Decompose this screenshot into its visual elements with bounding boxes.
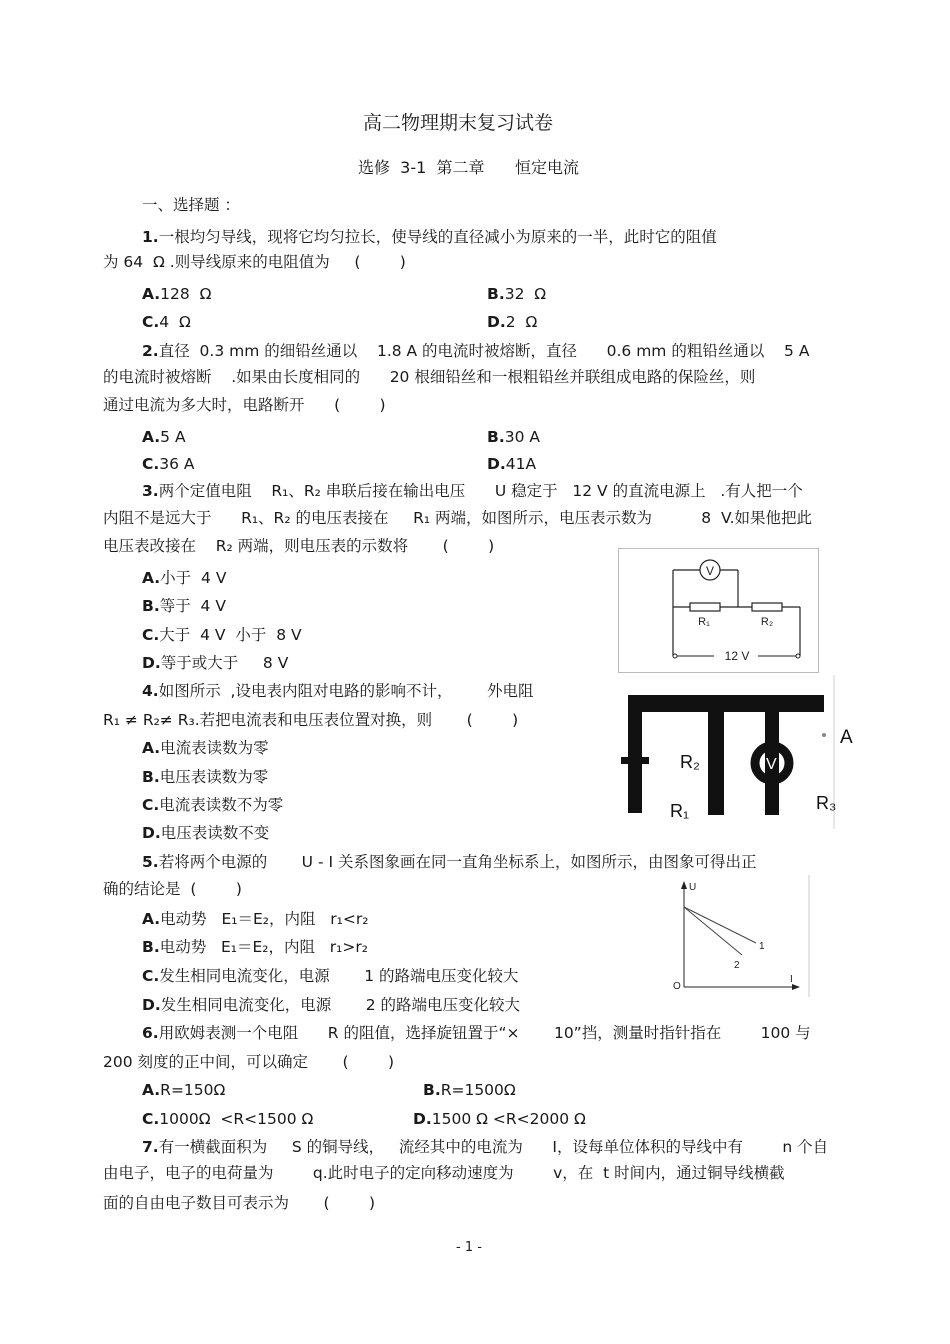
fig4-v-label: V [766,756,777,773]
fig5-line1-label: 1 [759,941,765,952]
question-7-line-1: 7.有一横截面积为 S 的铜导线， 流经其中的电流为 I，设每单位体积的导线中有 n 个自 [142,1138,829,1156]
question-5-line-1: 5.若将两个电源的 U - I 关系图象画在同一直角坐标系上，如图所示，由图象可得出正 [142,853,757,871]
figure-q4-circuit [572,675,862,831]
fig5-u-label: U [689,882,697,893]
fig3-source-label: 12 V [724,649,750,663]
fig5-line2-label: 2 [734,960,740,971]
option-2c: C.36 A [142,455,195,473]
fig5-i-label: I [790,974,793,985]
option-4b: B.电压表读数为零 [142,768,269,786]
option-4a: A.电流表读数为零 [142,739,269,757]
question-4-line-1: 4.如图所示 ,设电表内阻对电路的影响不计， 外电阻 [142,682,534,700]
fig3-r1-label: R₁ [698,616,710,628]
fig3-r2-label: R₂ [760,616,774,628]
option-4d: D.电压表读数不变 [142,824,270,842]
option-6b: B.R=1500Ω [423,1081,516,1099]
figure-q3-circuit [618,548,820,674]
option-6d: D.1500 Ω <R<2000 Ω [413,1110,586,1128]
option-3c: C.大于 4 V 小于 8 V [142,626,302,644]
option-5b: B.电动势 E₁＝E₂，内阻 r₁>r₂ [142,938,368,956]
question-3-line-3: 电压表改接在 R₂ 两端，则电压表的示数将 ( ) [103,537,495,555]
question-2-line-2: 的电流时被熔断 .如果由长度相同的 20 根细铅丝和一根粗铅丝并联组成电路的保险丝，则 [103,368,756,386]
fig4-r1-label: R₁ [670,801,690,821]
figure-q5-ui-graph [670,875,812,999]
question-6-line-2: 200 刻度的正中间，可以确定 ( ) [103,1053,395,1071]
question-5-line-2: 确的结论是 ( ) [103,880,242,898]
question-7-line-2: 由电子，电子的电荷量为 q.此时电子的定向移动速度为 v，在 t 时间内，通过铜导线横截 [103,1164,785,1182]
question-6-line-1: 6.用欧姆表测一个电阻 R 的阻值，选择旋钮置于“× 10”挡，测量时指针指在 100 与 [142,1024,811,1042]
question-2-line-1: 2.直径 0.3 mm 的细铅丝通以 1.8 A 的电流时被熔断，直径 0.6 mm 的粗铅丝通以 5 A [142,342,810,360]
option-2d: D.41A [487,455,537,473]
option-1b: B.32 Ω [487,285,547,303]
option-4c: C.电流表读数不为零 [142,796,284,814]
option-1a: A.128 Ω [142,285,212,303]
page-subtitle: 选修 3-1 第二章 恒定电流 [358,158,579,177]
option-5d: D.发生相同电流变化，电源 2 的路端电压变化较大 [142,996,521,1014]
option-6c: C.1000Ω <R<1500 Ω [142,1110,314,1128]
page-number: - 1 - [456,1240,482,1255]
line-1 [684,907,756,943]
fig4-r2-label: R₂ [680,752,700,772]
option-3b: B.等于 4 V [142,597,226,615]
option-1d: D.2 Ω [487,313,538,331]
option-5c: C.发生相同电流变化，电源 1 的路端电压变化较大 [142,967,519,985]
option-2a: A.5 A [142,428,186,446]
question-3-line-2: 内阻不是远大于 R₁、R₂ 的电压表接在 R₁ 两端，如图所示，电压表示数为 8 V.如果他把此 [103,509,813,527]
option-5a: A.电动势 E₁＝E₂，内阻 r₁<r₂ [142,910,369,928]
option-3a: A.小于 4 V [142,569,227,587]
option-6a: A.R=150Ω [142,1081,226,1099]
question-3-line-1: 3.两个定值电阻 R₁、R₂ 串联后接在输出电压 U 稳定于 12 V 的直流电源上 .有人把一个 [142,482,803,500]
question-1-line-2: 为 64 Ω .则导线原来的电阻值为 ( ) [103,253,406,271]
option-3d: D.等于或大于 8 V [142,654,289,672]
resistor-r2 [752,603,782,611]
resistor-r1 [690,603,720,611]
question-4-line-2: R₁ ≠ R₂≠ R₃.若把电流表和电压表位置对换，则 ( ) [103,711,519,729]
question-7-line-3: 面的自由电子数目可表示为 ( ) [103,1194,376,1212]
fig4-a-label: A [840,727,853,748]
fig4-r3-label: R₃ [816,793,837,813]
page-title: 高二物理期末复习试卷 [363,112,554,134]
question-1-line-1: 1.一根均匀导线，现将它均匀拉长，使导线的直径减小为原来的一半，此时它的阻值 [142,228,717,246]
fig3-v-label: V [705,564,715,578]
section-heading: 一、选择题 ： [142,196,240,214]
option-2b: B.30 A [487,428,540,446]
question-2-line-3: 通过电流为多大时，电路断开 ( ) [103,396,386,414]
line-2 [684,907,742,955]
fig5-o-label: O [673,981,681,992]
option-1c: C.4 Ω [142,313,191,331]
